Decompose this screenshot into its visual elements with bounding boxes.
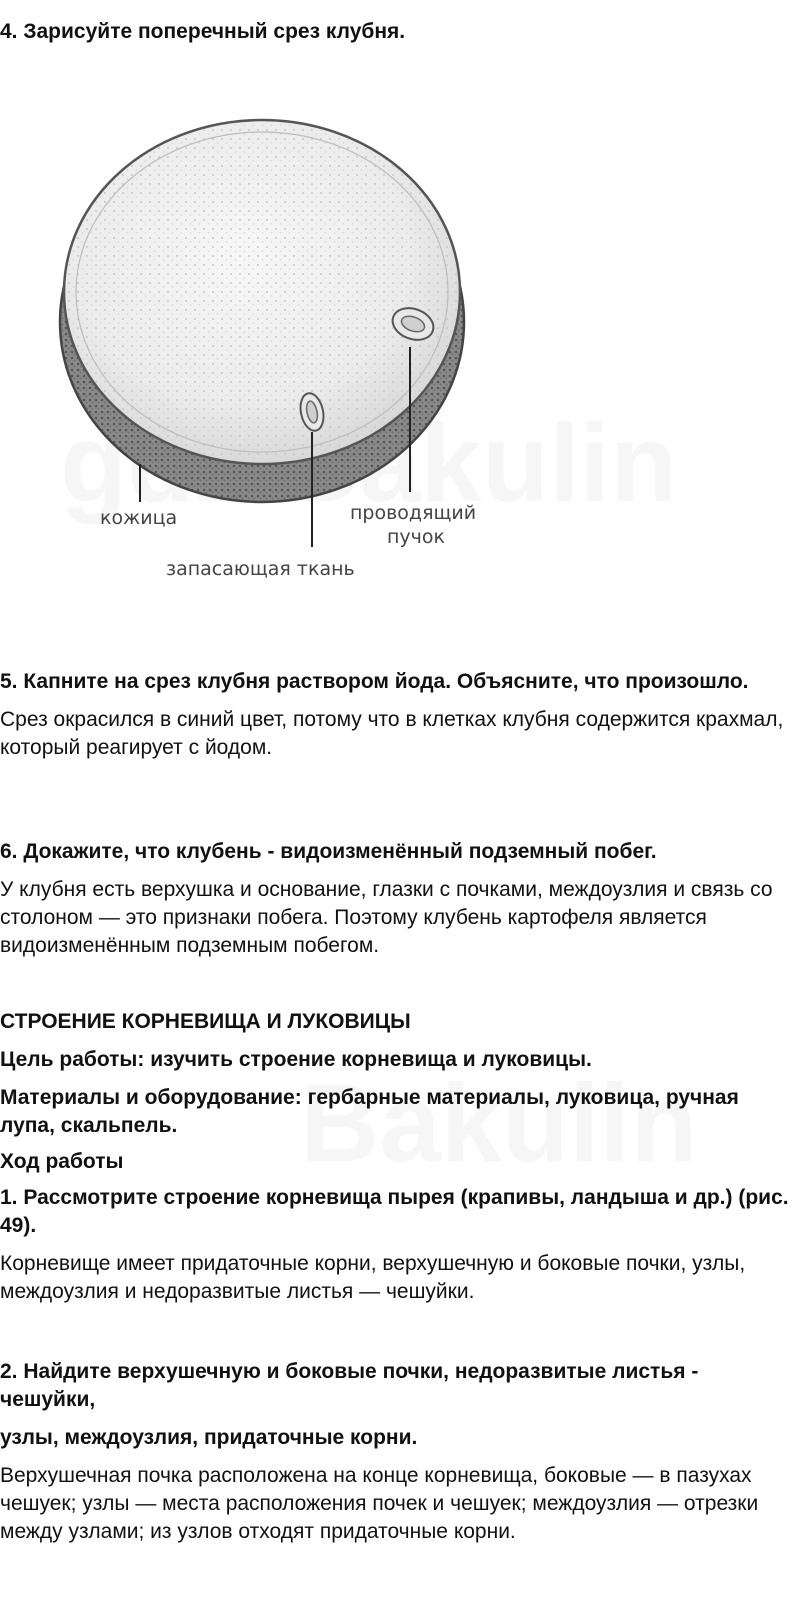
task5-answer: Срез окрасился в синий цвет, потому что в клетках клубня содержится крахмал, который реагирует с йодом. [0,708,784,759]
label-storage: запасающая ткань [166,558,355,580]
task6-answer: У клубня есть верхушка и основание, глазки с почками, междоузлия и связь со столоном — это признаки побега. Поэтому клубень картофеля является видоизменённым подземным побегом. [0,878,773,957]
lab-materials: Материалы и оборудование: гербарные материалы, луковица, ручная лупа, скальпель. [0,1086,739,1137]
lab-step2-title-a: 2. Найдите верхушечную и боковые почки, недоразвитые листья - чешуйки, [0,1360,699,1411]
task5 [0,668,795,762]
lab-step1-title: 1. Рассмотрите строение корневища пырея (крапивы, ландыша и др.) (рис. 49). [0,1186,789,1237]
task6-title: 6. Докажите, что клубень - видоизменённый подземный побег. [0,840,657,863]
lab-step1-answer: Корневище имеет придаточные корни, верхушечную и боковые почки, узлы, междоузлия и недоразвитые листья — чешуйки. [0,1252,746,1303]
task4 [0,18,795,46]
label-bundle-line2: пучок [387,526,445,548]
task4-title: 4. Зарисуйте поперечный срез клубня. [0,20,406,43]
tuber-face-texture [66,122,458,462]
label-skin: кожица [100,507,178,529]
tuber-cross-section-figure [40,92,540,612]
lab-step2 [0,1358,795,1546]
lab-progress: Ход работы [0,1150,124,1173]
lab-heading: СТРОЕНИЕ КОРНЕВИЩА И ЛУКОВИЦЫ [0,1010,411,1033]
lab-section [0,1008,795,1306]
lab-goal: Цель работы: изучить строение корневища и луковицы. [0,1048,592,1071]
label-bundle-line1: проводящий [350,502,477,524]
task6 [0,838,795,960]
lab-step2-answer: Верхушечная почка расположена на конце корневища, боковые — в пазухах чешуек; узлы — места расположения почек и чешуек; междоузлия — отрезки между узлами; из узлов отходят придаточные корни. [0,1464,759,1543]
task5-title: 5. Капните на срез клубня раствором йода. Объясните, что произошло. [0,670,749,693]
lab-step2-title-b: узлы, междоузлия, придаточные корни. [0,1426,418,1449]
